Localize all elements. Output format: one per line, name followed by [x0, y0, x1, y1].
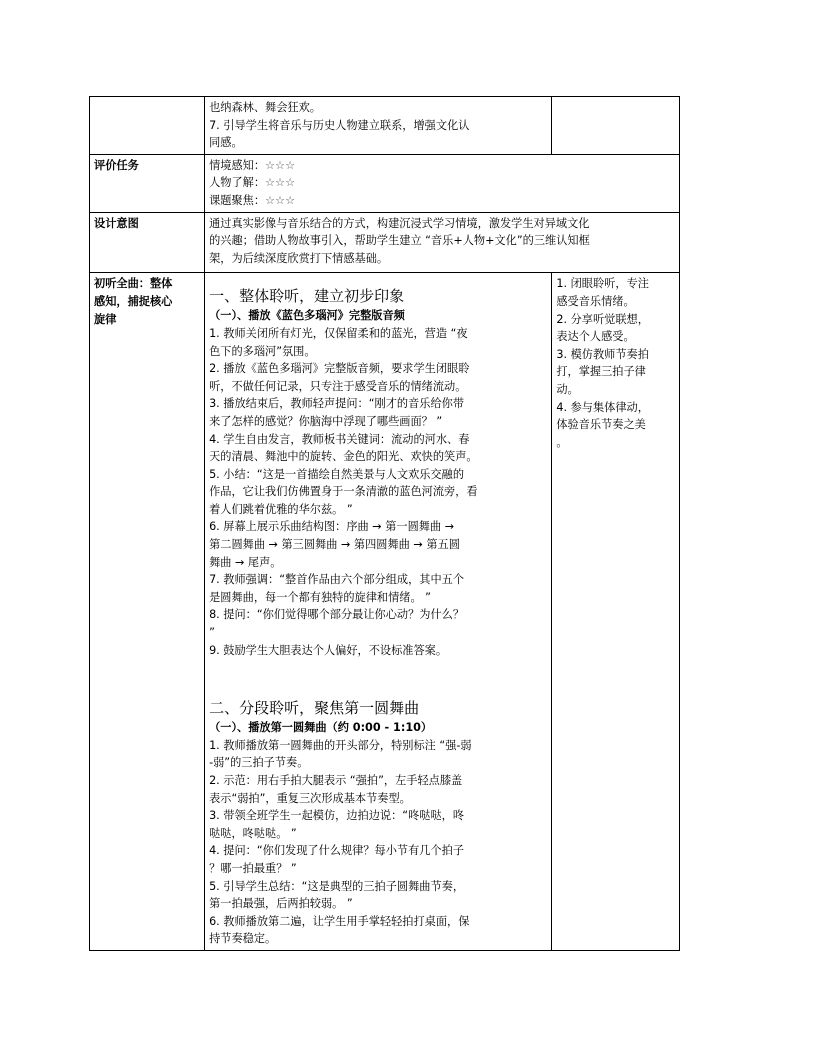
text-line: 2. 分享听觉联想，: [556, 312, 649, 326]
text-line: 作品，它让我们仿佛置身于一条清澈的蓝色河流旁，看: [209, 485, 478, 499]
text-line: ？哪一拍最重？ ”: [209, 861, 297, 875]
design-content: [205, 212, 680, 273]
text-line: 3. 模仿教师节奏拍: [556, 347, 649, 361]
section2-subtitle: （一）、播放第一圆舞曲（约 0:00 - 1:10）: [209, 721, 433, 735]
text-line: 动。: [556, 382, 579, 396]
text-line: 6. 教师播放第二遍，让学生用手掌轻轻拍打桌面，保: [209, 914, 470, 928]
text-line: 着人们跳着优雅的华尔兹。 ”: [209, 502, 353, 516]
main-content: [205, 273, 552, 951]
evaluation-item-name: 情境感知：: [209, 158, 266, 172]
text-line: -弱”的三拍子节奏。: [209, 756, 309, 770]
text-line: 7. 引导学生将音乐与历史人物建立联系，增强文化认: [209, 118, 470, 132]
section2-title: 二、分段聆听，聚焦第一圆舞曲: [209, 699, 420, 718]
evaluation-item: [209, 157, 675, 175]
text-line: 舞曲 → 尾声。: [209, 555, 282, 569]
row-continuation: [90, 97, 680, 155]
text-line: 6. 屏幕上展示乐曲结构图：序曲 → 第一圆舞曲 →: [209, 520, 455, 534]
text-line: 同感。: [209, 136, 243, 150]
row-evaluation: [90, 154, 680, 212]
text-line: 1. 教师播放第一圆舞曲的开头部分，特别标注 “强-弱: [209, 738, 472, 752]
text-line: 通过真实影像与音乐结合的方式，构建沉浸式学习情境，激发学生对异域文化: [209, 216, 590, 230]
text-line: 。: [556, 435, 568, 449]
evaluation-content: [205, 154, 680, 212]
text-line: 打，掌握三拍子律: [556, 365, 646, 379]
text-line: 1. 闭眼聆听，专注: [556, 277, 649, 291]
text-line: 的兴趣；借助人物故事引入，帮助学生建立 “音乐+人物+文化”的三维认知框: [209, 234, 590, 248]
student-activity: [552, 273, 680, 951]
text-line: 2. 播放《蓝色多瑙河》完整版音频，要求学生闭眼聆: [209, 362, 470, 376]
star-rating: ☆☆☆: [265, 193, 296, 207]
text-line: 7. 教师强调：“整首作品由六个部分组成，其中五个: [209, 573, 465, 587]
section2-body: [209, 737, 547, 948]
text-line: 是圆舞曲，每一个都有独特的旋律和情绪。 ”: [209, 590, 431, 604]
text-line: 4. 学生自由发言，教师板书关键词：流动的河水、春: [209, 432, 470, 446]
text-line: 体验音乐节奏之美: [556, 418, 646, 432]
main-label: [90, 273, 205, 951]
text-line: 3. 播放结束后，教师轻声提问：“刚才的音乐给你带: [209, 397, 465, 411]
text-line: 听，不做任何记录，只专注于感受音乐的情绪流动。: [209, 379, 467, 393]
text-line: 架，为后续深度欣赏打下情感基础。: [209, 251, 389, 265]
text-line: 第二圆舞曲 → 第三圆舞曲 → 第四圆舞曲 → 第五圆: [209, 538, 460, 552]
text-line: 第一拍最强，后两拍较弱。 ”: [209, 897, 353, 911]
star-rating: ☆☆☆: [265, 176, 296, 190]
text-line: 1. 教师关闭所有灯光，仅保留柔和的蓝光，营造 “夜: [209, 326, 468, 340]
evaluation-item-name: 人物了解：: [209, 176, 266, 190]
evaluation-label: 评价任务: [90, 154, 205, 212]
lesson-plan-table: [89, 96, 680, 951]
row-continuation-right: [552, 97, 680, 155]
evaluation-item: [209, 192, 675, 210]
text-line: 表达个人感受。: [556, 330, 635, 344]
text-line: ”: [209, 626, 215, 640]
row-main: [90, 273, 680, 951]
section1-title: 一、整体聆听，建立初步印象: [209, 287, 405, 306]
text-line: 8. 提问：“你们觉得哪个部分最让你心动？为什么？: [209, 608, 465, 622]
text-line: 5. 引导学生总结：“这是典型的三拍子圆舞曲节奏，: [209, 879, 465, 893]
row-continuation-label: [90, 97, 205, 155]
main-label-line: 旋律: [94, 312, 117, 326]
star-rating: ☆☆☆: [265, 158, 296, 172]
text-line: 4. 提问：“你们发现了什么规律？每小节有几个拍子: [209, 844, 465, 858]
text-line: 3. 带领全班学生一起模仿，边拍边说：“咚哒哒，咚: [209, 809, 465, 823]
text-line: 持节奏稳定。: [209, 932, 277, 946]
spacer: [209, 659, 547, 697]
section1-body: [209, 325, 547, 659]
row-continuation-content: [205, 97, 552, 155]
evaluation-item-name: 课题聚焦：: [209, 193, 266, 207]
text-line: 4. 参与集体律动，: [556, 400, 649, 414]
text-line: 色下的多瑙河”氛围。: [209, 344, 316, 358]
text-line: 天的清晨、舞池中的旋转、金色的阳光、欢快的笑声。: [209, 450, 478, 464]
main-label-line: 感知，捕捉核心: [94, 294, 173, 308]
text-line: 2. 示范：用右手拍大腿表示 “强拍”，左手轻点膝盖: [209, 774, 463, 787]
text-line: 来了怎样的感觉？你脑海中浮现了哪些画面？ ”: [209, 414, 443, 428]
text-line: 9. 鼓励学生大胆表达个人偏好，不设标准答案。: [209, 643, 448, 657]
text-line: 感受音乐情绪。: [556, 294, 635, 308]
text-line: 表示“弱拍”，重复三次形成基本节奏型。: [209, 791, 411, 805]
evaluation-item: [209, 174, 675, 192]
text-line: 也纳森林、舞会狂欢。: [209, 101, 321, 114]
row-design: [90, 212, 680, 273]
section1-subtitle: （一）、播放《蓝色多瑙河》完整版音频: [209, 309, 405, 323]
main-label-line: 初听全曲：整体: [94, 277, 173, 291]
text-line: 哒哒，咚哒哒。 ”: [209, 826, 297, 840]
text-line: 5. 小结：“这是一首描绘自然美景与人文欢乐交融的: [209, 467, 465, 481]
design-label: 设计意图: [90, 212, 205, 273]
